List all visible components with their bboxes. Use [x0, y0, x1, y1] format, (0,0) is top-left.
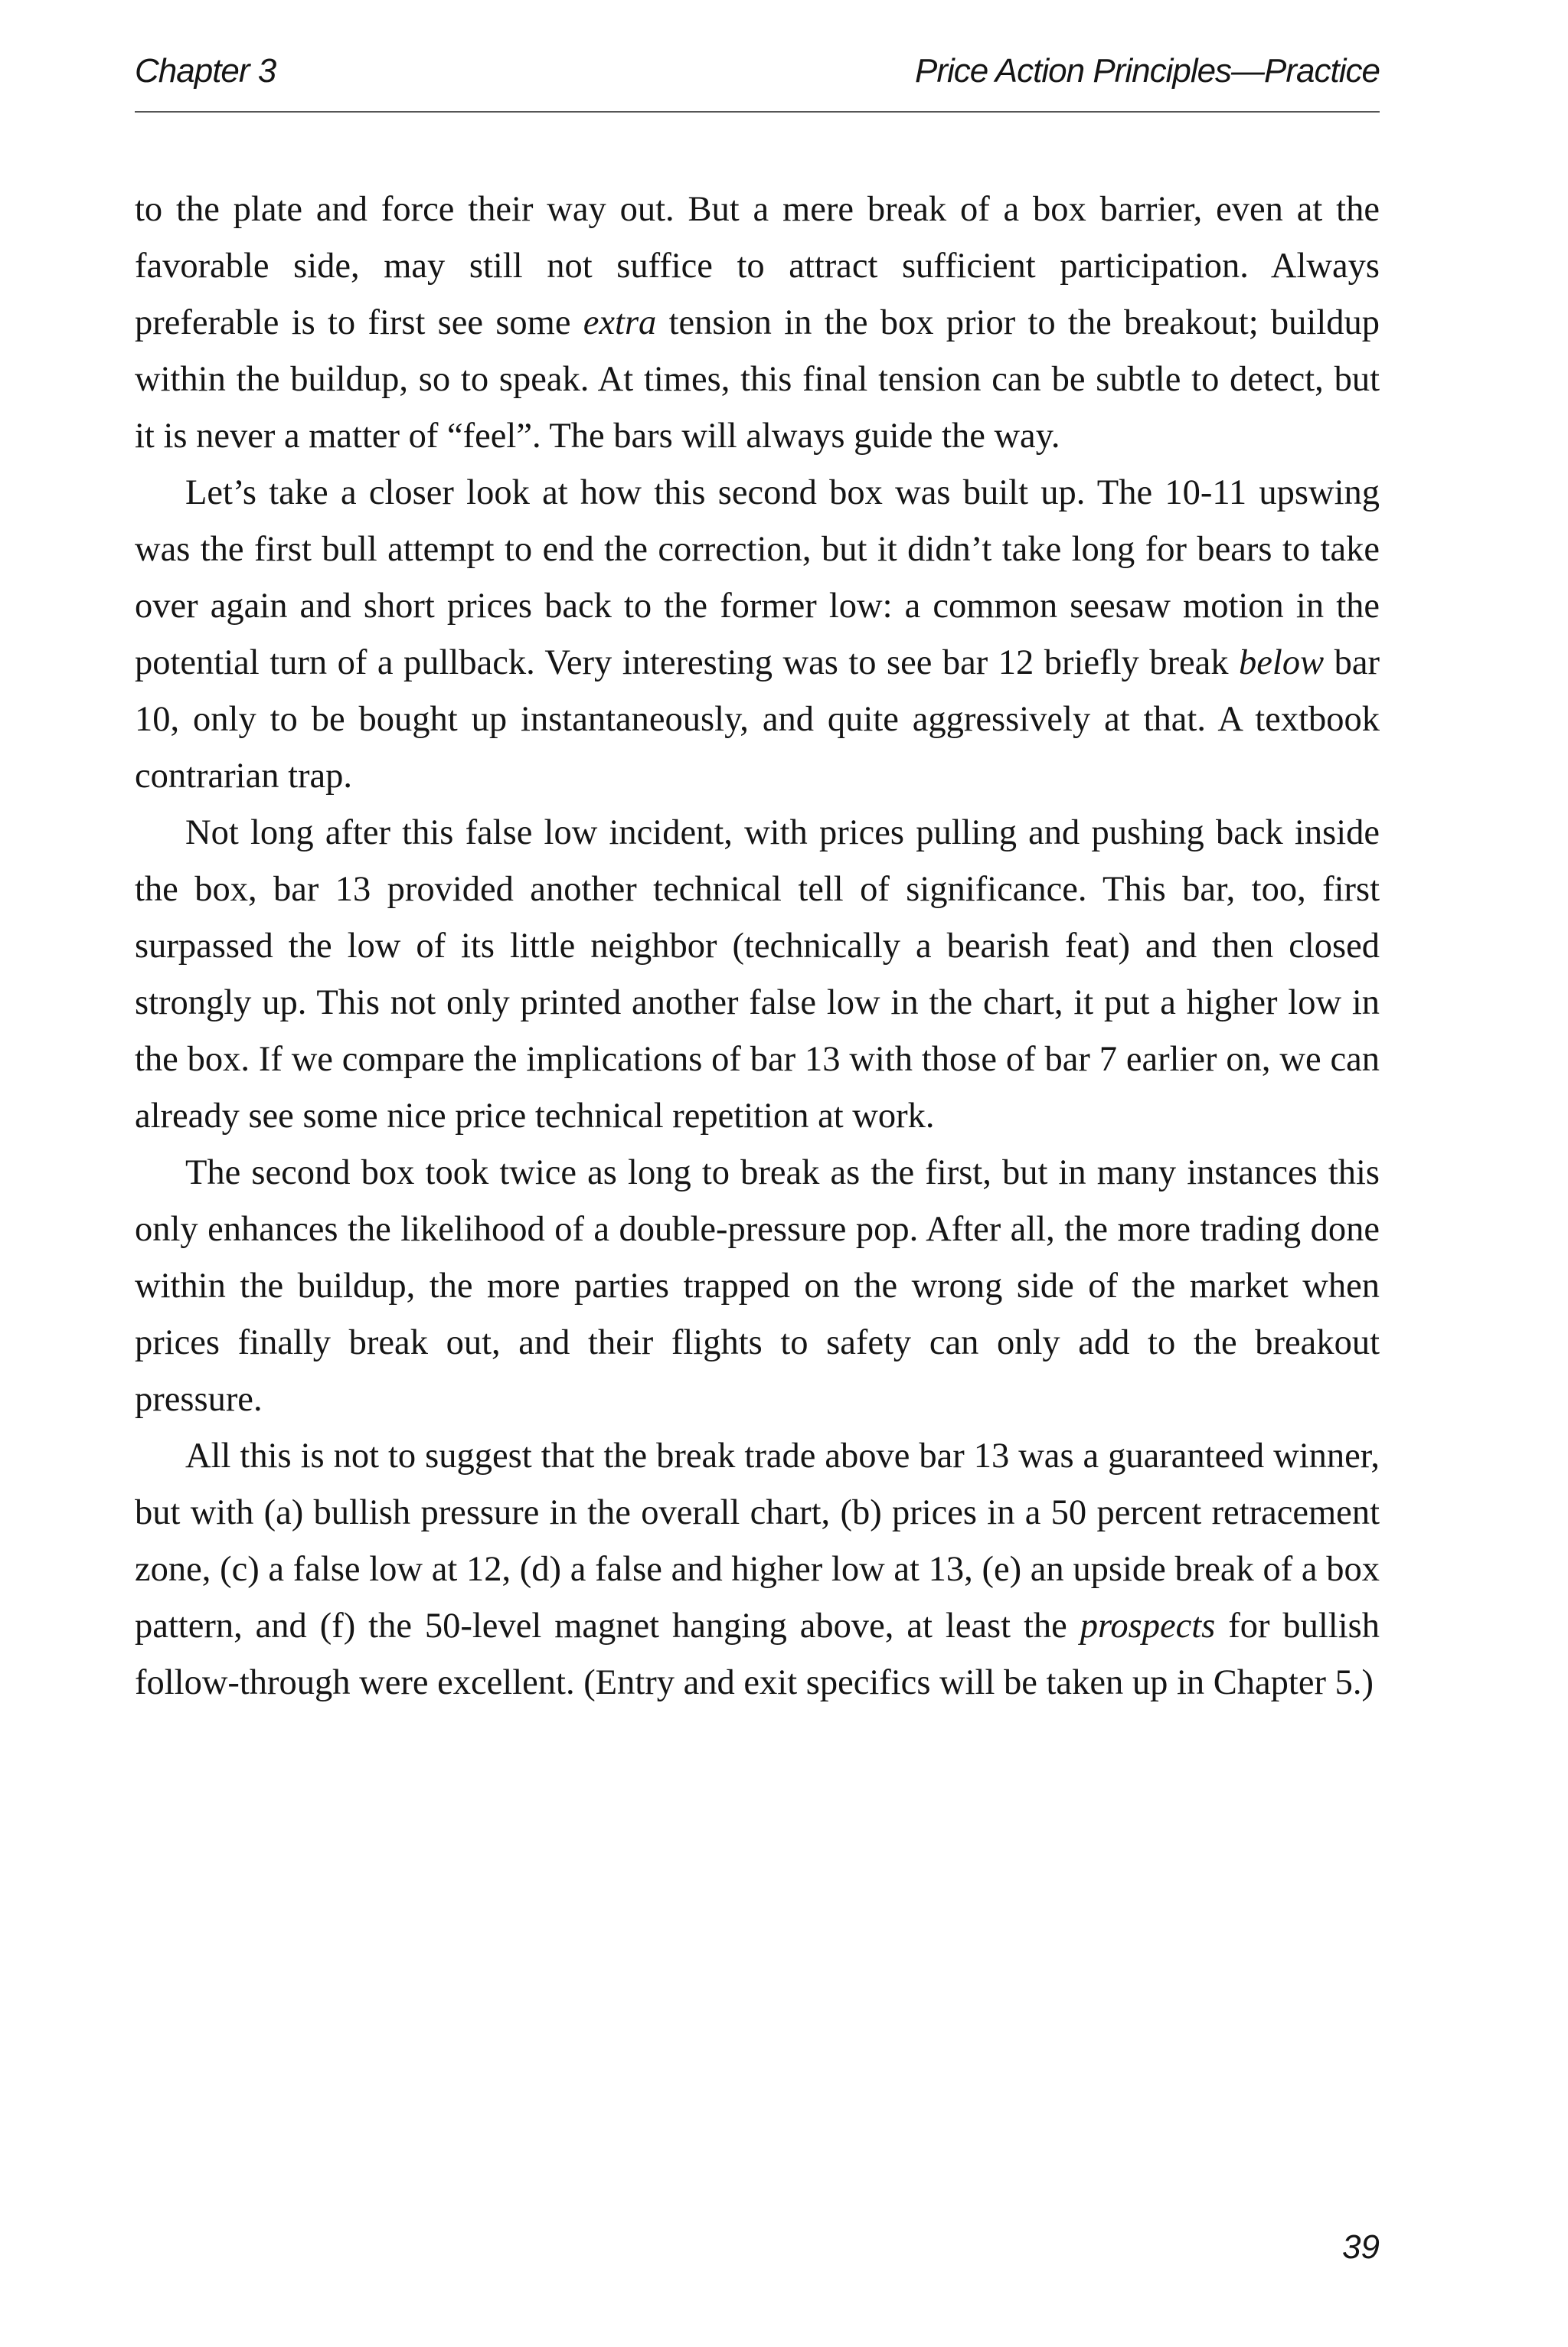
emphasis-extra: extra: [583, 303, 657, 342]
paragraph-4: The second box took twice as long to break as the first, but in many instances this only enhances the likelihood of a double-pressure pop. After all, the more trading done within the buildup, the more parties trapped on the wrong side of the market when prices finally break out, and their flights to safety can only add to the breakout pressure.: [135, 1153, 1380, 1419]
emphasis-below: below: [1239, 643, 1325, 682]
paragraph-3: Not long after this false low incident, with prices pulling and pushing back inside the box, bar 13 provided another technical tell of significance. This bar, too, first surpassed the low of its little neighbor (technically a bearish feat) and then closed strongly up. This not only printed another false low in the chart, it put a higher low in the box. If we compare the implications of bar 13 with those of bar 7 earlier on, we can already see some nice price technical repetition at work.: [135, 813, 1380, 1136]
paragraph-5: All this is not to suggest that the break trade above bar 13 was a guaranteed winner, but with (a) bullish pressure in the overall chart, (b) prices in a 50 percent retracement zone, (c) a false low at 12, (d) a false and higher low at 13, (e) an upside break of a box pattern, and (f) the 50-level magnet hanging above, at least the prospects for bullish follow-through were excellent. (Entry and exit specifics will be taken up in Chapter 5.): [135, 1437, 1380, 1702]
page-number: 39: [1342, 2228, 1380, 2266]
paragraph-1: to the plate and force their way out. But a mere break of a box barrier, even at the favorable side, may still not suffice to attract sufficient participation. Always preferable is to first see some extra tension in the box prior to the breakout; buildup within the buildup, so to speak. At times, this final tension can be subtle to detect, but it is never a matter of “feel”. The bars will always guide the way.: [135, 190, 1380, 456]
header-rule: [135, 111, 1380, 113]
section-title: Price Action Principles—Practice: [914, 52, 1380, 90]
paragraph-2: Let’s take a closer look at how this second box was built up. The 10-11 upswing was the first bull attempt to end the correction, but it didn’t take long for bears to take over again and short prices back to the former low: a common seesaw motion in the potential turn of a pullback. Very interesting was to see bar 12 briefly break below bar 10, only to be bought up instantaneously, and quite aggressively at that. A textbook contrarian trap.: [135, 473, 1380, 796]
emphasis-prospects: prospects: [1080, 1607, 1216, 1646]
body-text: [135, 181, 1380, 1711]
chapter-label: Chapter 3: [135, 52, 276, 90]
running-head: [135, 49, 1380, 103]
